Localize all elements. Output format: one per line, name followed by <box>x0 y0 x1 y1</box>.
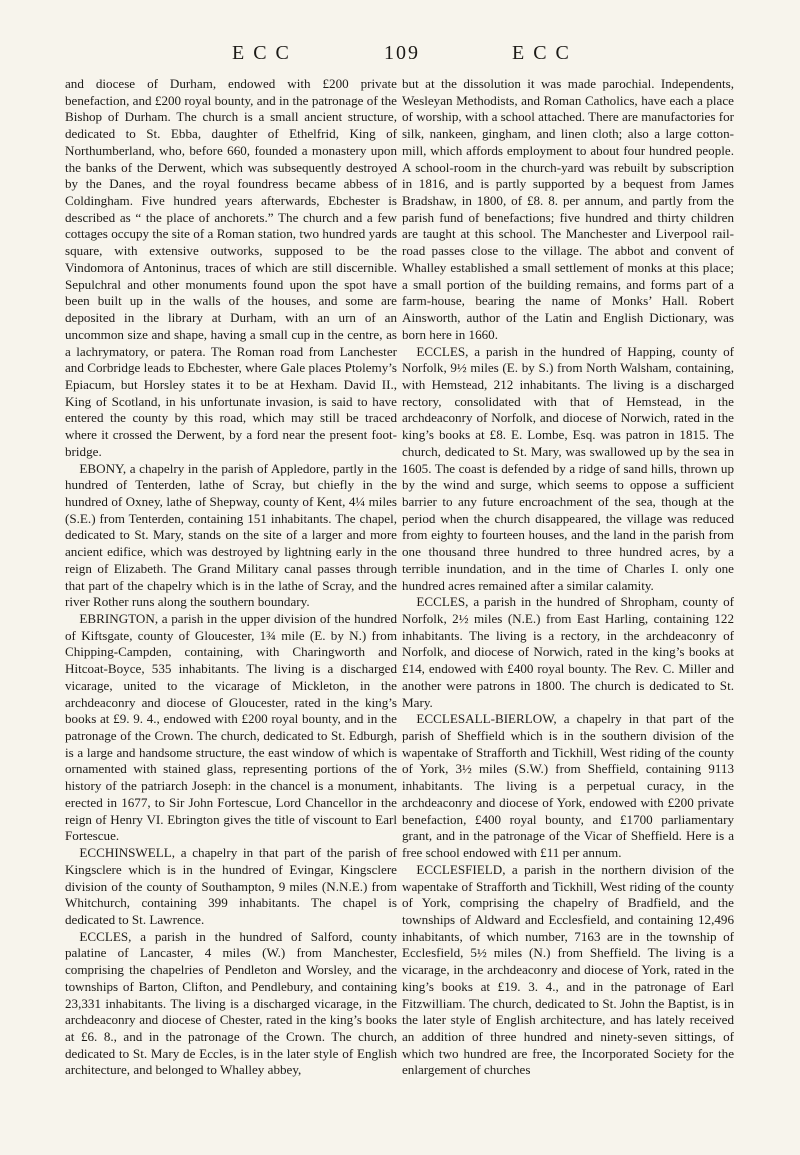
running-head-right: E C C <box>512 42 571 64</box>
page-number: 109 <box>384 42 420 64</box>
page-header <box>0 42 800 72</box>
entry-ebony: EBONY, a chapelry in the parish of Appledore, partly in the hundred of Tenterden, lathe of Scray, but chiefly in the hundred of Oxney, lathe of Shepway, county of Kent, 4¼ miles (S.E.) from Tenterden, containing 151 inhabitants. The chapel, dedicated to St. Mary, stands on the site of a larger and more ancient edifice, which was destroyed by lightning early in the reign of Elizabeth. The Grand Military canal passes through that part of the chapelry which is in the lathe of Scray, and the river Rother runs along the southern boundary. <box>65 460 397 610</box>
entry-ecchinswell: ECCHINSWELL, a chapelry in that part of the parish of Kingsclere which is in the hundred of Evingar, Kingsclere division of the county of Southampton, 9 miles (N.N.E.) from Whitchurch, containing 399 inhabitants. The chapel is dedicated to St. Lawrence. <box>65 845 397 927</box>
entry-ecclesfield: ECCLESFIELD, a parish in the northern division of the wapentake of Strafforth and Tickhill, West riding of the county of York, comprising the chapelry of Bradfield, and the townships of Aldward and Ecclesfield, and containing 12,496 inhabitants, of which number, 7163 are in the township of Ecclesfield, 5½ miles (N.) from Sheffield. The living is a vicarage, in the archdeaconry and diocese of York, rated in the king’s books at £19. 3. 4., and in the patronage of Earl Fitzwilliam. The church, dedicated to St. John the Baptist, is in the later style of English architecture, and has lately received an addition of three hundred and ninety-seven sittings, of which two hundred are free, the Incorporated Society for the enlargement of churches <box>402 861 734 1078</box>
entry-ebrington: EBRINGTON, a parish in the upper division of the hundred of Kiftsgate, county of Gloucester, 1¾ mile (E. by N.) from Chipping-Campden, containing, with Charingworth and Hitcoat-Boyce, 535 inhabitants. The living is a discharged vicarage, united to the vicarage of Mickleton, in the archdeaconry and diocese of Gloucester, rated in the king’s books at £9. 9. 4., endowed with £200 royal bounty, and in the patronage of the Crown. The church, dedicated to St. Edburgh, is a large and handsome structure, the east window of which is ornamented with stained glass, representing portions of the history of the patriarch Joseph: in the chancel is a monument, erected in 1677, to Sir John Fortescue, Lord Chancellor in the reign of Henry VI. Ebrington gives the title of viscount to Earl Fortescue. <box>65 611 397 844</box>
entry-ebchester-continued: and diocese of Durham, endowed with £200 private benefaction, and £200 royal bounty, and in the patronage of the Bishop of Durham. The church is a small ancient structure, dedicated to St. Ebba, daughter of Ethelfrid, King of Northumberland, who, before 660, founded a monastery upon the banks of the Derwent, which was subsequently destroyed by the Danes, and the royal foundress became abbess of Coldingham. Five hundred years afterwards, Ebchester is described as “ the place of anchorets.” The church and a few cottages occupy the site of a Roman station, two hundred yards square, with extensive outworks, supposed to be the Vindomora of Antoninus, traces of which are still discernible. Sepulchral and other monuments found upon the spot have been built up in the walls of the houses, and some are deposited in the library at Durham, with an urn of an uncommon size and shape, having a small cup in the centre, as a lachrymatory, or patera. The Roman road from Lanchester and Corbridge leads to Ebchester, where Gale places Ptolemy’s Epiacum, but Horsley states it to be at Hexham. David II., King of Scotland, in his unfortunate invasion, is said to have entered the county by this road, which may still be traced where it crossed the Derwent, by a ford near the present foot-bridge. <box>65 76 397 459</box>
entry-ecclesall-bierlow: ECCLESALL-BIERLOW, a chapelry in that part of the parish of Sheffield which is in the southern division of the wapentake of Strafforth and Tickhill, West riding of the county of York, 3½ miles (S.W.) from Sheffield, containing 9113 inhabitants. The living is a perpetual curacy, in the archdeaconry and diocese of York, endowed with £200 private benefaction, £400 royal bounty, and £1700 parliamentary grant, and in the patronage of the Vicar of Sheffield. Here is a free school endowed with £11 per annum. <box>402 711 734 861</box>
entry-eccles-lancaster: ECCLES, a parish in the hundred of Salford, county palatine of Lancaster, 4 miles (W.) from Manchester, comprising the chapelries of Pendleton and Worsley, and the townships of Barton, Clifton, and Pendlebury, and containing 23,331 inhabitants. The living is a discharged vicarage, in the archdeaconry and diocese of Chester, rated in the king’s books at £6. 8., and in the patronage of the Crown. The church, dedicated to St. Mary de Eccles, is in the later style of English architecture, and belonged to Whalley abbey, <box>65 928 397 1078</box>
right-column <box>402 76 734 1136</box>
entry-eccles-shropham: ECCLES, a parish in the hundred of Shropham, county of Norfolk, 2½ miles (N.E.) from East Harling, containing 122 inhabitants. The living is a rectory, in the archdeaconry of Norfolk, and diocese of Norwich, rated in the king’s books at £14, endowed with £400 royal bounty. The Rev. C. Miller and another were patrons in 1800. The church is dedicated to St. Mary. <box>402 594 734 710</box>
entry-eccles-lancaster-continued: but at the dissolution it was made parochial. Independents, Wesleyan Methodists, and Roman Catholics, have each a place of worship, with a school attached. There are manufactories for silk, nankeen, gingham, and linen cloth; also a large cotton-mill, which affords employment to about four hundred people. A school-room in the church-yard was rebuilt by subscription in 1816, and is partly supported by a bequest from James Bradshaw, in 1800, of £8. 8. per annum, and partly from the parish fund of benefactions; five hundred and thirty children are taught at this school. The Manchester and Liverpool rail-road passes close to the village. The abbot and convent of Whalley established a small settlement of monks at this place; a small portion of the building remains, and forms part of a farm-house, bearing the name of Monks’ Hall. Robert Ainsworth, author of the Latin and English Dictionary, was born here in 1660. <box>402 76 734 342</box>
running-head-left: E C C <box>232 42 291 64</box>
left-column <box>65 76 397 1136</box>
entry-eccles-happing: ECCLES, a parish in the hundred of Happing, county of Norfolk, 9½ miles (E. by S.) from North Walsham, containing, with Hemstead, 212 inhabitants. The living is a discharged rectory, consolidated with that of Hemstead, in the archdeaconry of Norfolk, and diocese of Norwich, rated in the king’s books at £8. E. Lombe, Esq. was patron in 1815. The church, dedicated to St. Mary, was swallowed up by the sea in 1605. The coast is defended by a ridge of sand hills, thrown up by the wind and surge, which seems to oppose a sufficient barrier to any future encroachment of the sea, though at the period when the church disappeared, the village was reduced from eighty to fourteen houses, and the land in the parish from one thousand three hundred to three hundred acres, by a terrible inundation, and in the time of Charles I. only one hundred acres remained after a similar calamity. <box>402 343 734 593</box>
